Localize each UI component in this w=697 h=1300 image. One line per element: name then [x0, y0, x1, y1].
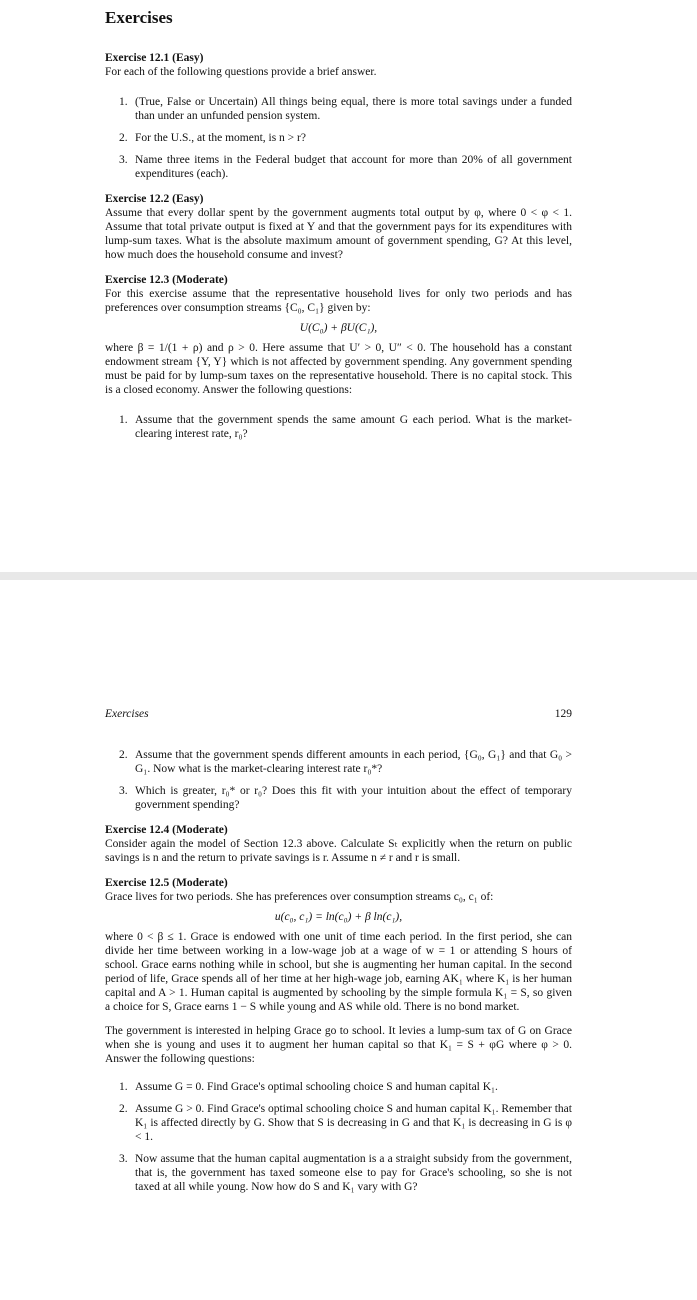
exercise-12-5-body-3: The government is interested in helping Grace go to school. It levies a lump-sum tax of G on Grace when she is young and uses it to augment her human capital so that K₁ = S + φG where φ > 0. Answer the following questions: — [105, 1025, 572, 1065]
item-text: Assume G = 0. Find Grace's optimal schooling choice S and human capital K₁. — [135, 1081, 498, 1093]
item-text: For the U.S., at the moment, is n > r? — [135, 132, 306, 144]
item-text: Assume G > 0. Find Grace's optimal schooling choice S and human capital K₁. Remember that K₁ is affected directly by G. Show that S is decreasing in G and that K₁ is decreasing in G is φ < 1. — [135, 1103, 572, 1143]
item-number: 3. — [119, 154, 128, 166]
list-item — [119, 95, 572, 123]
exercise-12-1-intro: For each of the following questions provide a brief answer. — [105, 66, 377, 78]
item-text: Which is greater, r₀* or r₀? Does this fit with your intuition about the effect of temporary government spending? — [135, 785, 572, 811]
section-heading: Exercises — [105, 8, 173, 27]
running-head-title: Exercises — [105, 708, 149, 720]
exercise-12-1-title: Exercise 12.1 (Easy) — [105, 52, 204, 64]
page-separator — [0, 572, 697, 580]
item-number: 3. — [119, 1153, 128, 1165]
item-number: 2. — [119, 1103, 128, 1115]
list-item — [119, 413, 572, 441]
list-item — [119, 748, 572, 776]
item-number: 1. — [119, 414, 128, 426]
exercise-12-4-body: Consider again the model of Section 12.3 above. Calculate Sₜ explicitly when the return on public savings is n and the return to private savings is r. Assume n ≠ r and r is small. — [105, 838, 572, 864]
exercise-12-3-equation: U(C₀) + βU(C₁), — [299, 322, 378, 334]
exercise-12-2-title: Exercise 12.2 (Easy) — [105, 193, 204, 205]
page-2-content — [105, 748, 572, 1194]
exercise-12-3-title: Exercise 12.3 (Moderate) — [105, 274, 228, 286]
exercise-12-3-body: For this exercise assume that the representative household lives for only two periods and has preferences over consumption streams {C₀, C₁} given by: — [105, 288, 572, 314]
page-1 — [0, 0, 697, 572]
exercise-12-3-body-2: where β = 1/(1 + ρ) and ρ > 0. Here assume that U′ > 0, U″ < 0. The household has a constant endowment stream {Y, Y} which is not affected by government spending. Any government spending must be paid for by lump-sum taxes on the representative household. There is no capital stock. This is a closed economy. Answer the following questions: — [105, 342, 572, 396]
exercise-12-5-body-2: where 0 < β ≤ 1. Grace is endowed with one unit of time each period. In the first period, she can divide her time between working in a low-wage job at a wage of w = 1 or attending S hours of school. Grace earns nothing while in school, but she is augmenting her human capital. In the second period of life, Grace spends all of her time at her high-wage job, earning AK₁ where K₁ is her human capital and A > 1. Human capital is augmented by schooling by the simple formula K₁ = S, so given a choice for S, Grace earns 1 − S while young and AS while old. There is no bond market. — [105, 931, 572, 1013]
running-head — [105, 708, 572, 720]
item-number: 1. — [119, 1081, 128, 1093]
item-number: 2. — [119, 749, 128, 761]
item-text: Now assume that the human capital augmentation is a a straight subsidy from the government, that is, the government has taxed someone else to pay for Grace's schooling, so she is not taxed at all while young. Now how do S and K₁ vary with G? — [135, 1153, 572, 1193]
exercise-12-5-equation: u(c₀, c₁) = ln(c₀) + β ln(c₁), — [274, 911, 403, 923]
page-1-content — [105, 8, 572, 441]
list-item — [119, 1080, 572, 1094]
exercise-12-5-body: Grace lives for two periods. She has preferences over consumption streams c₀, c₁ of: — [105, 891, 494, 903]
list-item — [119, 1102, 572, 1144]
list-item — [119, 784, 572, 812]
page-number: 129 — [554, 708, 572, 720]
list-item — [119, 153, 572, 181]
item-text: Name three items in the Federal budget that account for more than 20% of all government expenditures (each). — [135, 154, 572, 180]
item-number: 1. — [119, 96, 128, 108]
list-item — [119, 131, 572, 145]
exercise-12-2-body: Assume that every dollar spent by the government augments total output by φ, where 0 < φ < 1. Assume that total private output is fixed at Y and that the government pays for its expenditures with lump-sum taxes. What is the absolute maximum amount of government spending, G? At this level, how much does the household consume and invest? — [105, 207, 572, 261]
list-item — [119, 1152, 572, 1194]
item-text: Assume that the government spends the same amount G each period. What is the market-clearing interest rate, r₀? — [135, 414, 572, 440]
item-text: Assume that the government spends different amounts in each period, {G₀, G₁} and that G₀ > G₁. Now what is the market-clearing interest rate r₀*? — [135, 749, 572, 775]
exercise-12-5-title: Exercise 12.5 (Moderate) — [105, 877, 228, 889]
page-2 — [0, 580, 697, 1300]
item-number: 3. — [119, 785, 128, 797]
item-number: 2. — [119, 132, 128, 144]
item-text: (True, False or Uncertain) All things being equal, there is more total savings under a funded than under an unfunded pension system. — [135, 96, 572, 122]
exercise-12-4-title: Exercise 12.4 (Moderate) — [105, 824, 228, 836]
